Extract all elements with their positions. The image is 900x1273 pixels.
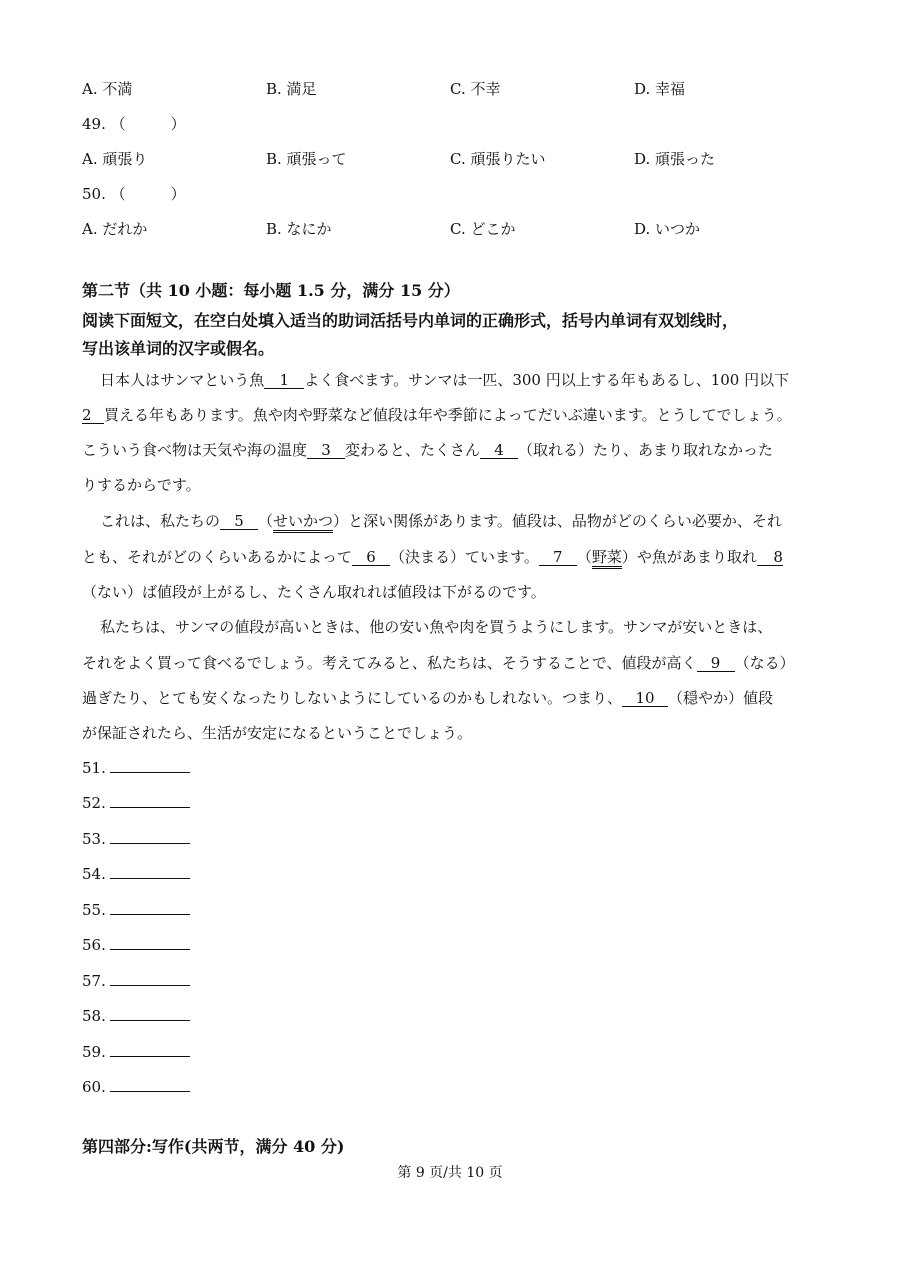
q50-option-b: B. なにか [266,220,332,238]
answer-line-59[interactable]: 59. [82,1042,190,1061]
question-50-label: 50. （ ） [82,185,186,203]
passage-p3-line-1: 私たちは、サンマの値段が高いときは、他の安い魚や肉を買うようにします。サンマが安いときは、 [100,618,773,636]
answer-line-52[interactable]: 52. [82,793,190,812]
answer-line-55[interactable]: 55. [82,900,190,919]
passage-p3-line-3: 過ぎたり、とても安くなったりしないようにしているのかもしれない。つまり、 10 （穏やか）値段 [82,689,774,707]
blank-1: 1 [264,372,304,389]
section-2-title: 第二节（共 10 小题：每小题 1.5 分，满分 15 分） [82,281,460,300]
q49-option-c: C. 頑張りたい [450,150,546,168]
passage-p2-line-1: これは、私たちの 5 （せいかつ）と深い関係があります。値段は、品物がどのくらい必要か、それ [100,510,782,531]
q48-option-b: B. 満足 [266,80,317,98]
blank-2: 2 [82,407,104,424]
part-4-title: 第四部分:写作(共两节，满分 40 分) [82,1137,345,1156]
passage-p2-line-2: とも、それがどのくらいあるかによって 6 （決まる）ています。 7 （野菜）や魚があまり取れ 8 [82,546,783,567]
section-2-instruction-line-1: 阅读下面短文，在空白处填入适当的助词活括号内单词的正确形式，括号内单词有双划线时， [82,311,739,330]
answer-line-57[interactable]: 57. [82,971,190,990]
answer-line-51[interactable]: 51. [82,758,190,777]
question-49-label: 49. （ ） [82,115,186,133]
passage-p3-line-2: それをよく買って食べるでしょう。考えてみると、私たちは、そうすることで、値段が高く 9 （なる） [82,654,795,672]
answer-line-60[interactable]: 60. [82,1077,190,1096]
blank-3: 3 [307,442,345,459]
blank-7: 7 [539,549,577,566]
q49-option-d: D. 頑張った [634,150,716,168]
q50-option-c: C. どこか [450,220,516,238]
answer-line-53[interactable]: 53. [82,829,190,848]
blank-10: 10 [622,690,668,707]
blank-6: 6 [352,549,390,566]
section-2-instruction-line-2: 写出该单词的汉字或假名。 [82,339,275,358]
answer-line-54[interactable]: 54. [82,864,190,883]
blank-8: 8 [757,549,783,566]
q49-option-a: A. 頑張り [82,150,148,168]
q50-option-a: A. だれか [82,220,148,238]
passage-p1-line-1: 日本人はサンマという魚 1 よく食べます。サンマは一匹、300 円以上する年もあるし、100 円以下 [100,371,790,389]
passage-p1-line-4: りするからです。 [82,476,201,494]
double-underlined-word-seikatsu: せいかつ [273,512,333,533]
q48-option-c: C. 不幸 [450,80,501,98]
passage-p1-line-3: こういう食べ物は天気や海の温度 3 変わると、たくさん 4 （取れる）たり、あまり取れなかった [82,441,774,459]
passage-p3-line-4: が保証されたら、生活が安定になるということでしょう。 [82,724,473,742]
q48-option-d: D. 幸福 [634,80,686,98]
double-underlined-word-yasai: 野菜 [592,548,622,569]
answer-line-58[interactable]: 58. [82,1006,190,1025]
q48-option-a: A. 不満 [82,80,133,98]
passage-p2-line-3: （ない）ば値段が上がるし、たくさん取れれば値段は下がるのです。 [82,583,546,601]
passage-p1-line-2: 2 買える年もあります。魚や肉や野菜など値段は年や季節によってだいぶ違います。とうしてでしょう。 [82,406,792,424]
blank-9: 9 [697,655,735,672]
answer-line-56[interactable]: 56. [82,935,190,954]
page-footer: 第 9 页/共 10 页 [397,1165,503,1181]
blank-4: 4 [480,442,518,459]
q49-option-b: B. 頑張って [266,150,347,168]
q50-option-d: D. いつか [634,220,701,238]
blank-5: 5 [220,513,258,530]
